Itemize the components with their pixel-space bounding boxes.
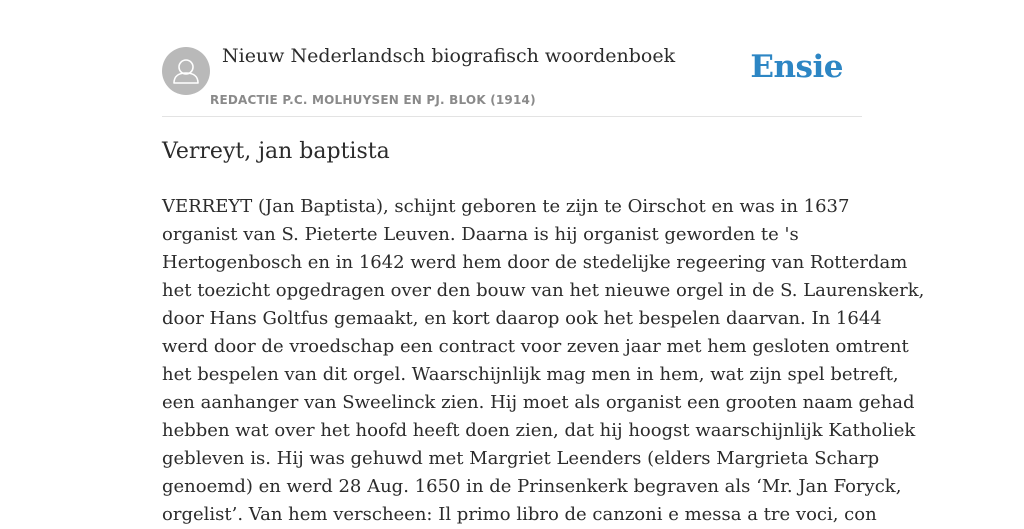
article-line: werd door de vroedschap een contract voor zeven jaar met hem gesloten omtrent: [162, 336, 909, 357]
article-line: door Hans Goltfus gemaakt, en kort daarop ook het bespelen daarvan. In 1644: [162, 308, 882, 329]
source-title[interactable]: Nieuw Nederlandsch biografisch woordenboek: [222, 45, 676, 67]
user-avatar-icon: [162, 47, 210, 95]
article-line: het toezicht opgedragen over den bouw van het nieuwe orgel in de S. Laurenskerk,: [162, 280, 925, 301]
article-line: hebben wat over het hoofd heeft doen zien, dat hij hoogst waarschijnlijk Katholiek: [162, 420, 916, 441]
article-line: Hertogenbosch en in 1642 werd hem door de stedelijke regeering van Rotterdam: [162, 252, 908, 273]
article-line: het bespelen van dit orgel. Waarschijnlijk mag men in hem, wat zijn spel betreft,: [162, 364, 899, 385]
ensie-logo[interactable]: Ensie: [750, 49, 843, 85]
article-line: VERREYT (Jan Baptista), schijnt geboren te zijn te Oirschot en was in 1637: [162, 196, 850, 217]
source-editors: REDACTIE P.C. MOLHUYSEN EN PJ. BLOK (1914): [210, 93, 536, 107]
article-body: [162, 193, 925, 529]
user-silhouette-icon: [162, 47, 210, 95]
source-header: [162, 0, 862, 117]
article-line: genoemd) en werd 28 Aug. 1650 in de Prinsenkerk begraven als ‘Mr. Jan Foryck,: [162, 476, 902, 497]
article-line: gebleven is. Hij was gehuwd met Margriet Leenders (elders Margrieta Scharp: [162, 448, 880, 469]
article-line: orgelist’. Van hem verscheen: Il primo libro de canzoni e messa a tre voci, con: [162, 504, 877, 525]
article-title: Verreyt, jan baptista: [162, 139, 390, 164]
article-line: organist van S. Pieterte Leuven. Daarna is hij organist geworden te 's: [162, 224, 799, 245]
article-line: een aanhanger van Sweelinck zien. Hij moet als organist een grooten naam gehad: [162, 392, 915, 413]
